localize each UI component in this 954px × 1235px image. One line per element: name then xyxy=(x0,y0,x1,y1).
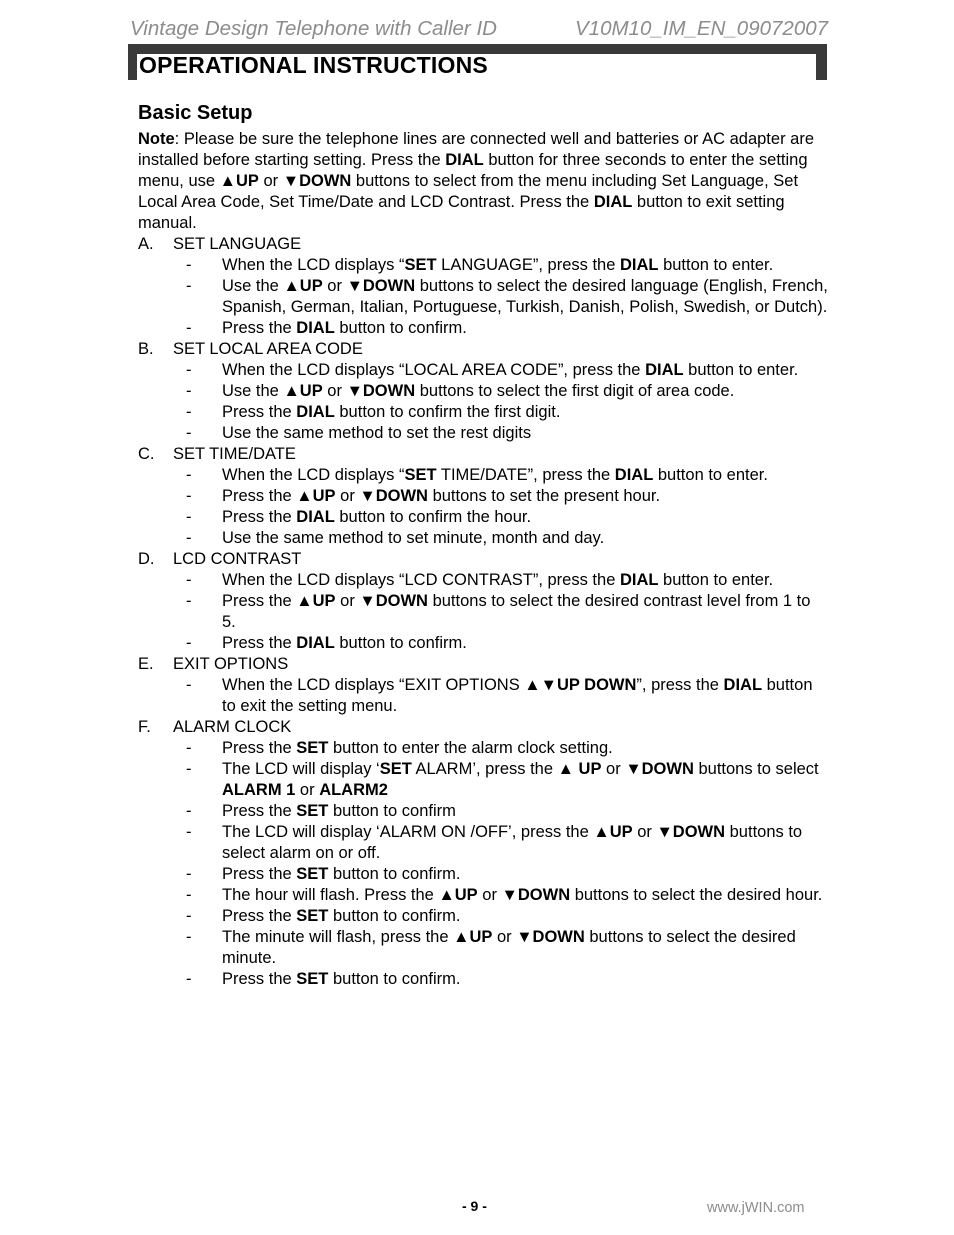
instruction-text: The LCD will display ‘ALARM ON /OFF’, press the ▲UP or ▼DOWN buttons to select alarm on or off. xyxy=(222,823,803,862)
instruction-item xyxy=(138,675,828,717)
list-dash: - xyxy=(186,319,192,337)
instruction-text: When the LCD displays “SET LANGUAGE”, press the DIAL button to enter. xyxy=(222,256,774,274)
section-title-box xyxy=(136,54,817,80)
section-letter: B. xyxy=(138,340,154,358)
instruction-text: The minute will flash, press the ▲UP or ▼DOWN buttons to select the desired minute. xyxy=(222,928,796,967)
list-dash: - xyxy=(186,823,192,841)
instruction-text: Press the ▲UP or ▼DOWN buttons to select the desired contrast level from 1 to 5. xyxy=(222,592,811,631)
list-dash: - xyxy=(186,634,192,652)
section-letter: A. xyxy=(138,235,154,253)
section-heading xyxy=(138,234,828,255)
list-dash: - xyxy=(186,760,192,778)
list-dash: - xyxy=(186,802,192,820)
instruction-item xyxy=(138,885,828,906)
instruction-list xyxy=(138,570,828,654)
instruction-item xyxy=(138,822,828,864)
instruction-item xyxy=(138,528,828,549)
section-letter: F. xyxy=(138,718,151,736)
instruction-item xyxy=(138,255,828,276)
list-dash: - xyxy=(186,466,192,484)
instruction-text: Press the DIAL button to confirm the hour. xyxy=(222,508,532,526)
section-name: SET LANGUAGE xyxy=(173,235,302,253)
instruction-text: Press the DIAL button to confirm. xyxy=(222,634,467,652)
instruction-item xyxy=(138,402,828,423)
instruction-item xyxy=(138,360,828,381)
list-dash: - xyxy=(186,403,192,421)
instruction-list xyxy=(138,255,828,339)
setup-section xyxy=(138,234,828,339)
header-document-code: V10M10_IM_EN_09072007 xyxy=(575,17,829,40)
section-heading xyxy=(138,339,828,360)
instruction-item xyxy=(138,591,828,633)
instruction-text: Press the SET button to enter the alarm clock setting. xyxy=(222,739,613,757)
instruction-text: When the LCD displays “LCD CONTRAST”, press the DIAL button to enter. xyxy=(222,571,774,589)
section-name: SET TIME/DATE xyxy=(173,445,296,463)
setup-section xyxy=(138,444,828,549)
instruction-item xyxy=(138,969,828,990)
note-label: Note xyxy=(138,130,175,148)
instruction-item xyxy=(138,738,828,759)
instruction-item xyxy=(138,570,828,591)
instruction-list xyxy=(138,675,828,717)
list-dash: - xyxy=(186,256,192,274)
list-dash: - xyxy=(186,508,192,526)
basic-setup-heading: Basic Setup xyxy=(138,102,253,124)
header-document-title: Vintage Design Telephone with Caller ID xyxy=(130,17,497,40)
instruction-item xyxy=(138,507,828,528)
list-dash: - xyxy=(186,382,192,400)
instruction-item xyxy=(138,864,828,885)
page-number: - 9 - xyxy=(462,1198,487,1214)
instruction-text: Use the same method to set the rest digits xyxy=(222,424,532,442)
note-paragraph xyxy=(138,129,828,234)
setup-section xyxy=(138,339,828,444)
list-dash: - xyxy=(186,529,192,547)
list-dash: - xyxy=(186,739,192,757)
footer-url: www.jWIN.com xyxy=(707,1200,805,1216)
instruction-item xyxy=(138,801,828,822)
instruction-text: Press the SET button to confirm. xyxy=(222,970,461,988)
instruction-text: Use the ▲UP or ▼DOWN buttons to select the desired language (English, French, Spanish, German, Italian, Portuguese, Turkish, Danish, Polish, Swedish, or Dutch). xyxy=(222,277,828,316)
instruction-text: Press the DIAL button to confirm. xyxy=(222,319,467,337)
list-dash: - xyxy=(186,676,192,694)
instruction-text: The LCD will display ‘SET ALARM’, press the ▲ UP or ▼DOWN buttons to select ALARM 1 or ALARM2 xyxy=(222,760,819,799)
setup-section xyxy=(138,717,828,990)
list-dash: - xyxy=(186,907,192,925)
instruction-item xyxy=(138,633,828,654)
setup-sections xyxy=(138,234,828,990)
instruction-text: Use the same method to set minute, month and day. xyxy=(222,529,605,547)
instruction-text: When the LCD displays “EXIT OPTIONS ▲▼UP DOWN”, press the DIAL button to exit the setting menu. xyxy=(222,676,813,715)
instruction-text: When the LCD displays “SET TIME/DATE”, press the DIAL button to enter. xyxy=(222,466,768,484)
instruction-list xyxy=(138,465,828,549)
list-dash: - xyxy=(186,886,192,904)
instruction-text: Press the SET button to confirm. xyxy=(222,865,461,883)
section-letter: D. xyxy=(138,550,155,568)
instruction-list xyxy=(138,360,828,444)
section-name: ALARM CLOCK xyxy=(173,718,292,736)
instruction-item xyxy=(138,759,828,801)
section-heading xyxy=(138,654,828,675)
section-heading xyxy=(138,717,828,738)
section-letter: E. xyxy=(138,655,154,673)
instruction-text: Press the SET button to confirm xyxy=(222,802,456,820)
section-name: LCD CONTRAST xyxy=(173,550,302,568)
list-dash: - xyxy=(186,424,192,442)
list-dash: - xyxy=(186,592,192,610)
section-title: OPERATIONAL INSTRUCTIONS xyxy=(139,52,488,78)
instruction-text: Press the DIAL button to confirm the first digit. xyxy=(222,403,561,421)
list-dash: - xyxy=(186,865,192,883)
list-dash: - xyxy=(186,928,192,946)
instruction-item xyxy=(138,381,828,402)
instruction-item xyxy=(138,906,828,927)
instruction-item xyxy=(138,276,828,318)
list-dash: - xyxy=(186,571,192,589)
list-dash: - xyxy=(186,277,192,295)
instruction-text: Use the ▲UP or ▼DOWN buttons to select the first digit of area code. xyxy=(222,382,735,400)
instruction-text: Press the ▲UP or ▼DOWN buttons to set the present hour. xyxy=(222,487,661,505)
page-content xyxy=(138,100,828,990)
section-letter: C. xyxy=(138,445,155,463)
instruction-item xyxy=(138,927,828,969)
instruction-item xyxy=(138,423,828,444)
instruction-text: The hour will flash. Press the ▲UP or ▼DOWN buttons to select the desired hour. xyxy=(222,886,823,904)
setup-section xyxy=(138,654,828,717)
list-dash: - xyxy=(186,970,192,988)
instruction-item xyxy=(138,318,828,339)
note-text: : Please be sure the telephone lines are connected well and batteries or AC adapter are installed before starting setting. Press the DIAL button for three seconds to enter the setting menu, use ▲UP or ▼DOWN buttons to select from the menu including Set Language, Set Local Area Code, Set Time/Date and LCD Contrast. Press the DIAL button to exit setting manual. xyxy=(138,130,814,232)
instruction-text: Press the SET button to confirm. xyxy=(222,907,461,925)
instruction-item xyxy=(138,465,828,486)
setup-section xyxy=(138,549,828,654)
section-name: EXIT OPTIONS xyxy=(173,655,289,673)
instruction-item xyxy=(138,486,828,507)
section-name: SET LOCAL AREA CODE xyxy=(173,340,363,358)
instruction-list xyxy=(138,738,828,990)
instruction-text: When the LCD displays “LOCAL AREA CODE”, press the DIAL button to enter. xyxy=(222,361,799,379)
list-dash: - xyxy=(186,487,192,505)
section-heading xyxy=(138,444,828,465)
list-dash: - xyxy=(186,361,192,379)
section-heading xyxy=(138,549,828,570)
